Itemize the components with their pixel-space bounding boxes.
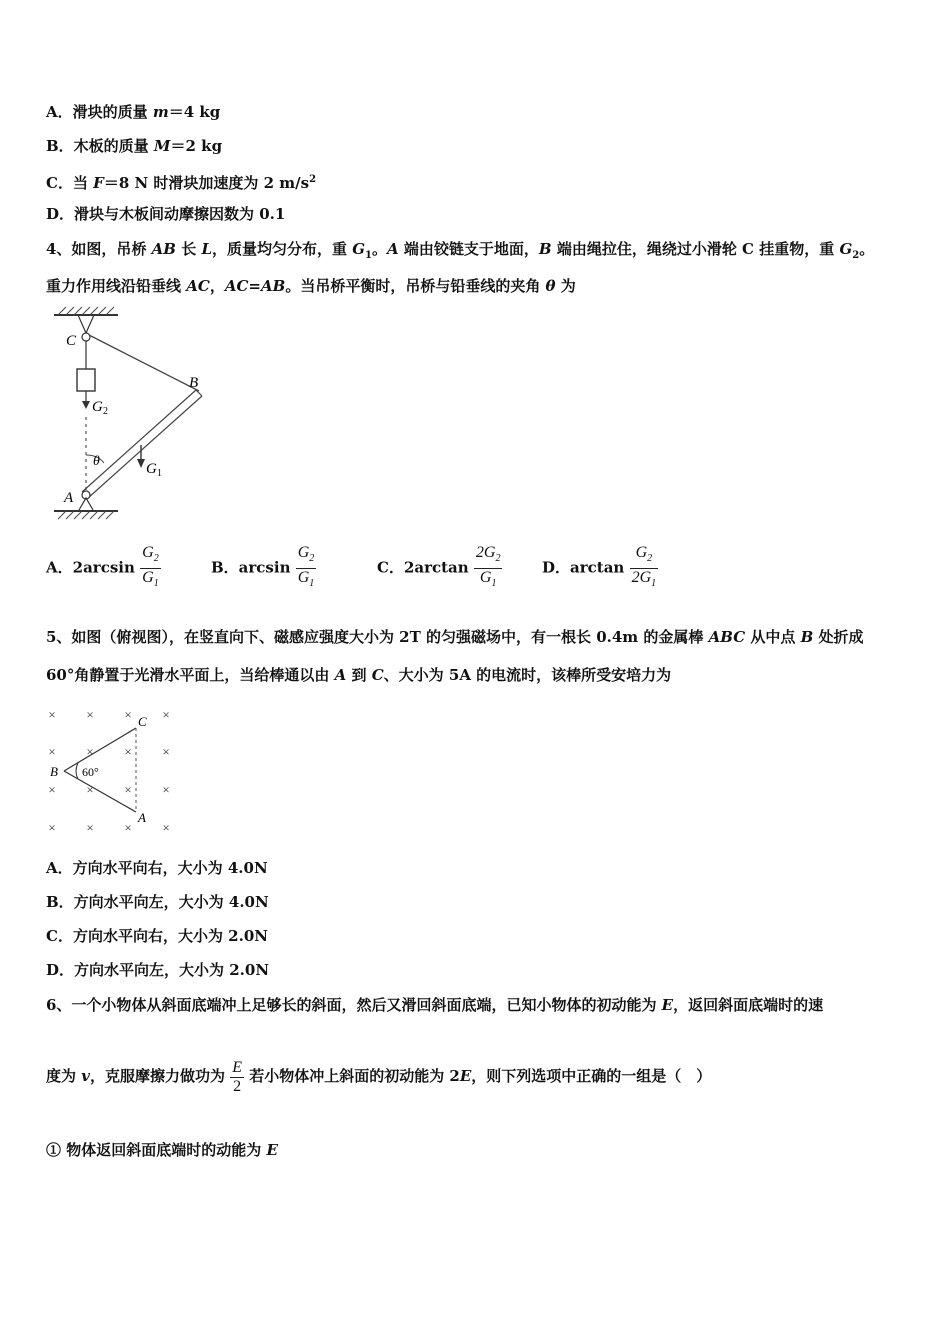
q6-stem-line2: 度为 v，克服摩擦力做功为 $\frac{E}{2}$ 若小物体冲上斜面的初动能为 2E，则下列选项中正确的一组是（ ） <box>46 1058 712 1095</box>
field-cross: × <box>124 707 132 722</box>
q4-drawbridge-figure <box>46 305 226 530</box>
field-cross: × <box>86 820 94 835</box>
field-cross: × <box>162 782 170 797</box>
fig5-angle-label: 60° <box>82 765 99 779</box>
fig-label-c: C <box>66 333 77 349</box>
field-cross: × <box>86 707 94 722</box>
field-cross: × <box>162 707 170 722</box>
q4-option-d: D．arctan $\frac{G_2}{2G_1}$ <box>542 544 657 590</box>
field-cross: × <box>162 744 170 759</box>
fig5-label-c: C <box>138 714 147 729</box>
q5-option-b: B．方向水平向左，大小为 4.0N <box>46 893 269 911</box>
q5-stem-line1: 5、如图（俯视图），在竖直向下、磁感应强度大小为 2T 的匀强磁场中，有一根长 0.4m 的金属棒 ABC 从中点 B 处折成 <box>46 628 864 646</box>
q4-stem-line2: 重力作用线沿铅垂线 AC，AC=AB。当吊桥平衡时，吊桥与铅垂线的夹角 θ 为 <box>46 277 576 295</box>
q3-option-a: A．滑块的质量 m＝4 kg <box>46 103 221 121</box>
field-cross: × <box>124 782 132 797</box>
q4-option-b: B．arcsin $\frac{G_2}{G_1}$ <box>211 544 315 590</box>
fig-label-g1: G <box>146 461 157 477</box>
field-cross: × <box>86 744 94 759</box>
field-cross: × <box>48 744 56 759</box>
q6-fraction: $\frac{E}{2}$ <box>232 1058 242 1095</box>
q6-stem-line1: 6、一个小物体从斜面底端冲上足够长的斜面，然后又滑回斜面底端，已知小物体的初动能为 E，返回斜面底端时的速 <box>46 996 824 1014</box>
field-cross: × <box>124 744 132 759</box>
q3-option-c: C．当 F＝8 N 时滑块加速度为 2 $m/s^2$ <box>46 174 317 192</box>
q5-stem-line2: 60°角静置于光滑水平面上，当给棒通以由 A 到 C、大小为 5A 的电流时，该棒所受安培力为 <box>46 666 672 684</box>
field-cross: × <box>86 782 94 797</box>
q4-option-a: A．2arcsin $\frac{G_2}{G_1}$ <box>46 544 159 590</box>
q5-option-d: D．方向水平向左，大小为 2.0N <box>46 961 270 979</box>
field-cross: × <box>48 707 56 722</box>
q4-stem-line1: 4、如图，吊桥 AB 长 L，质量均匀分布，重 $G_1$。A 端由铰链支于地面，B 端由绳拉住，绳绕过小滑轮 C 挂重物，重 $G_2$。 <box>46 240 875 261</box>
fig5-label-a: A <box>138 810 146 825</box>
q5-option-a: A．方向水平向右，大小为 4.0N <box>46 859 268 877</box>
field-cross: × <box>48 782 56 797</box>
fig-label-g1-sub: 1 <box>157 468 162 479</box>
field-cross: × <box>162 820 170 835</box>
fig5-label-b: B <box>50 764 58 779</box>
q3-option-d: D．滑块与木板间动摩擦因数为 0.1 <box>46 205 286 223</box>
fig-label-b: B <box>189 375 199 391</box>
q6-item-1: ① 物体返回斜面底端时的动能为 E <box>46 1141 278 1159</box>
fig-label-g2: G <box>92 399 103 415</box>
fig-label-a: A <box>64 490 74 506</box>
field-cross: × <box>48 820 56 835</box>
q4-option-c: C．2arctan $\frac{2G_2}{G_1}$ <box>377 544 501 590</box>
q3-option-b: B．木板的质量 M＝2 kg <box>46 137 223 155</box>
field-cross: × <box>124 820 132 835</box>
q5-magnetic-field-figure <box>40 702 190 837</box>
q5-option-c: C．方向水平向右，大小为 2.0N <box>46 927 268 945</box>
fig-label-theta: θ <box>93 454 100 469</box>
fig-label-g2-sub: 2 <box>103 406 108 417</box>
